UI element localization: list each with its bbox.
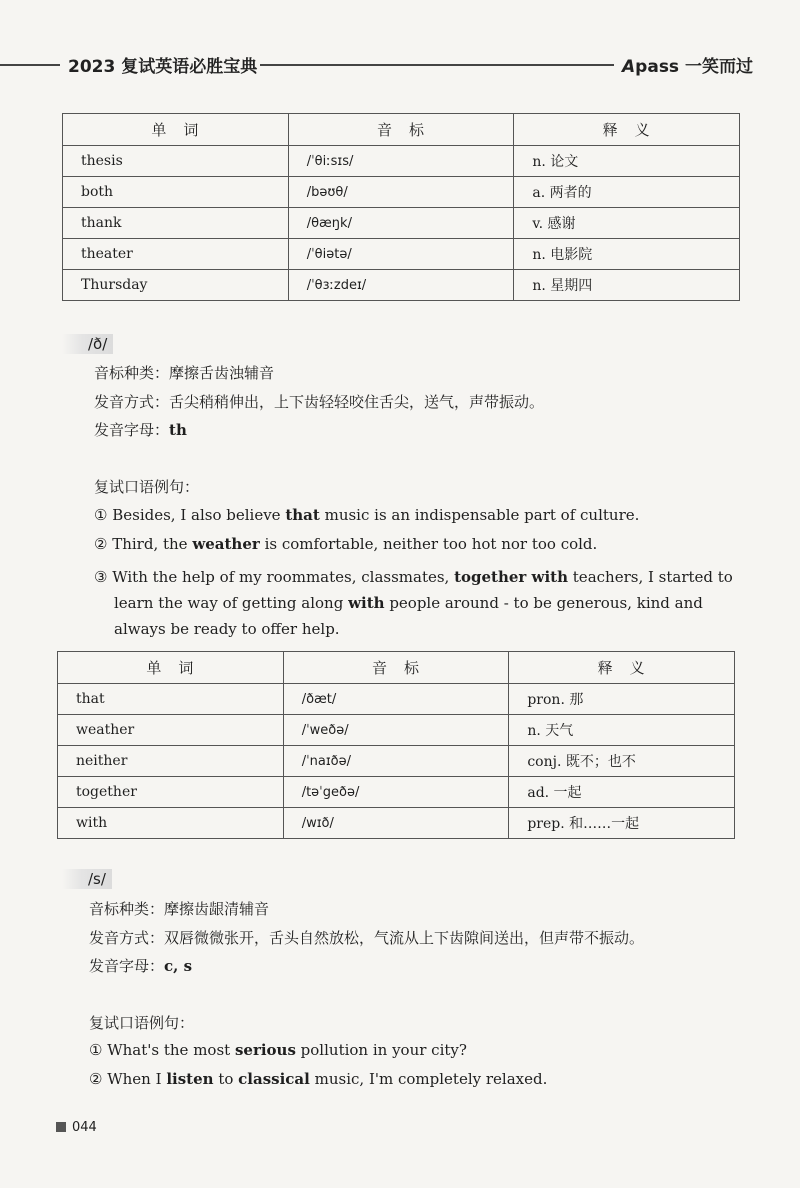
phonetic-cell: /ˈθiːsɪs/: [288, 146, 514, 177]
table-row: [63, 177, 740, 208]
page-number: 044: [72, 1120, 97, 1135]
examples-title: 复试口语例句：: [89, 1014, 195, 1032]
header-rule-middle: [260, 64, 614, 66]
word-cell: neither: [58, 746, 284, 777]
sentence-text: pollution in your city?: [295, 1041, 467, 1059]
table-row: [63, 239, 740, 270]
type-label: 音标种类：: [94, 364, 170, 382]
sentence-text: teachers, I started to learn the way of getting along: [114, 568, 733, 612]
col-header-phonetic: 音 标: [283, 652, 509, 684]
brand-slogan: pass 一笑而过: [635, 57, 753, 77]
page-header: [0, 52, 800, 78]
word-cell: that: [58, 684, 284, 715]
phoneme-type: [94, 362, 274, 383]
meaning-cell: n. 论文: [514, 146, 740, 177]
method-value: 双唇微微张开，舌头自然放松，气流从上下齿隙间送出，但声带不振动。: [164, 929, 645, 947]
word-cell: thesis: [63, 146, 289, 177]
highlight-word: that: [285, 506, 320, 524]
col-header-meaning: 释 义: [509, 652, 735, 684]
table-row: [58, 746, 735, 777]
phoneme-letters: [89, 955, 192, 976]
table-row: [63, 208, 740, 239]
sentence-text: to: [213, 1070, 239, 1088]
table-header-row: [58, 652, 735, 684]
meaning-cell: a. 两者的: [514, 177, 740, 208]
method-label: 发音方式：: [89, 929, 165, 947]
table-row: [63, 146, 740, 177]
meaning-cell: prep. 和……一起: [509, 808, 735, 839]
sentence-text: is comfortable, neither too hot nor too cold.: [259, 535, 598, 553]
method-label: 发音方式：: [94, 393, 170, 411]
type-label: 音标种类：: [89, 900, 165, 918]
meaning-cell: ad. 一起: [509, 777, 735, 808]
table-row: [58, 684, 735, 715]
phoneme-badge-s: /s/: [62, 869, 112, 889]
phonetic-cell: /ˈθiətə/: [288, 239, 514, 270]
example-sentence: [94, 506, 639, 524]
meaning-cell: n. 电影院: [514, 239, 740, 270]
phonetic-cell: /ˈnaɪðə/: [283, 746, 509, 777]
vocab-table-th: [62, 113, 740, 301]
phonetic-cell: /θæŋk/: [288, 208, 514, 239]
phonetic-cell: /ˈweðə/: [283, 715, 509, 746]
word-cell: weather: [58, 715, 284, 746]
sentence-number: ②: [89, 1070, 103, 1088]
table-row: [58, 808, 735, 839]
method-value: 舌尖稍稍伸出，上下齿轻轻咬住舌尖，送气，声带振动。: [169, 393, 545, 411]
phonetic-cell: /ðæt/: [283, 684, 509, 715]
brand-logo: A: [622, 57, 636, 77]
highlight-word: together with: [454, 568, 569, 586]
examples-title: 复试口语例句：: [94, 478, 200, 496]
table-row: [58, 777, 735, 808]
book-title: 2023 复试英语必胜宝典: [68, 57, 258, 77]
meaning-cell: conj. 既不；也不: [509, 746, 735, 777]
word-cell: Thursday: [63, 270, 289, 301]
meaning-cell: n. 天气: [509, 715, 735, 746]
phoneme-method: [94, 391, 544, 412]
sentence-text: Third, the: [107, 535, 193, 553]
sentence-text: With the help of my roommates, classmates,: [107, 568, 455, 586]
word-cell: thank: [63, 208, 289, 239]
phonetic-cell: /wɪð/: [283, 808, 509, 839]
col-header-word: 单 词: [58, 652, 284, 684]
example-sentence: [94, 535, 597, 553]
meaning-cell: pron. 那: [509, 684, 735, 715]
header-rule-left: [0, 64, 60, 66]
sentence-number: ①: [89, 1041, 103, 1059]
phoneme-badge-eth: /ð/: [62, 334, 113, 354]
sentence-number: ③: [94, 568, 108, 586]
table-header-row: [63, 114, 740, 146]
word-cell: together: [58, 777, 284, 808]
sentence-text: When I: [102, 1070, 167, 1088]
highlight-word: serious: [234, 1041, 296, 1059]
vocab-table-eth: [57, 651, 735, 839]
page-marker-icon: [56, 1122, 66, 1132]
table-row: [63, 270, 740, 301]
meaning-cell: v. 感谢: [514, 208, 740, 239]
sentence-text: music, I'm completely relaxed.: [309, 1070, 548, 1088]
sentence-text: music is an indispensable part of culture.: [319, 506, 640, 524]
word-cell: with: [58, 808, 284, 839]
sentence-text: Besides, I also believe: [107, 506, 286, 524]
meaning-cell: n. 星期四: [514, 270, 740, 301]
example-sentence: [89, 1041, 467, 1059]
phoneme-type: [89, 898, 269, 919]
table-row: [58, 715, 735, 746]
phoneme-method: [89, 927, 644, 948]
phonetic-cell: /bəʊθ/: [288, 177, 514, 208]
highlight-word: weather: [192, 535, 260, 553]
type-value: 摩擦舌齿浊辅音: [169, 364, 275, 382]
letters-label: 发音字母：: [89, 957, 165, 975]
type-value: 摩擦齿龈清辅音: [164, 900, 270, 918]
highlight-word: classical: [238, 1070, 310, 1088]
word-cell: theater: [63, 239, 289, 270]
col-header-word: 单 词: [63, 114, 289, 146]
phonetic-cell: /təˈgeðə/: [283, 777, 509, 808]
sentence-text: What's the most: [102, 1041, 235, 1059]
highlight-word: listen: [166, 1070, 214, 1088]
example-sentence: [94, 564, 740, 642]
col-header-phonetic: 音 标: [288, 114, 514, 146]
letters-value: c, s: [164, 957, 193, 975]
brand: [622, 52, 753, 77]
col-header-meaning: 释 义: [514, 114, 740, 146]
letters-label: 发音字母：: [94, 421, 170, 439]
sentence-number: ①: [94, 506, 108, 524]
page-footer: [56, 1120, 97, 1135]
highlight-word: with: [348, 594, 385, 612]
word-cell: both: [63, 177, 289, 208]
phonetic-cell: /ˈθɜːzdeɪ/: [288, 270, 514, 301]
letters-value: th: [169, 421, 187, 439]
example-sentence: [89, 1070, 547, 1088]
sentence-number: ②: [94, 535, 108, 553]
phoneme-letters: [94, 419, 187, 440]
sentence-text: people around - to be generous, kind and always be ready to offer help.: [114, 594, 703, 638]
